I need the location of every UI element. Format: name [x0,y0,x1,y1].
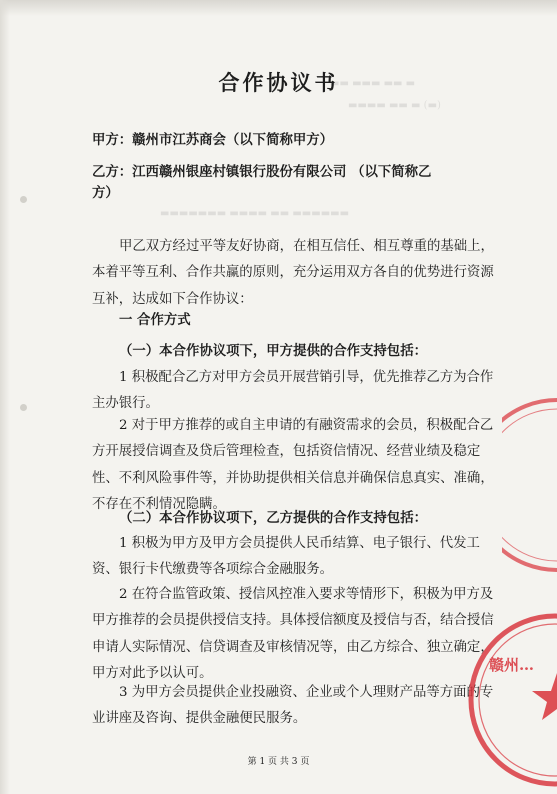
seal-lettering: 赣州… [489,656,535,674]
intro-paragraph: 甲乙双方经过平等友好协商，在相互信任、相互尊重的基础上，本着平等互利、合作共赢的原则，充分运用双方各自的优势进行资源互补，达成如下合作协议： [92,239,494,307]
party-b-line-continued: 方） [92,185,119,201]
party-a-line: 甲方：赣州市江苏商会（以下简称甲方） [92,132,334,148]
party-b-line: 乙方：江西赣州银座村镇银行股份有限公司 （以下简称乙 [92,164,432,180]
clause-b-3: 3 为甲方会员提供企业投融资、企业或个人理财产品等方面的专业讲座及咨询、提供金融便民服务。 [92,685,494,727]
red-seal-stamp [465,610,557,790]
bleed-through-mark: ▬▬ ▬▬▬ ▬▬ ▬ [330,78,416,89]
clause-a-2: 2 对于甲方推荐的或自主申请的有融资需求的会员，积极配合乙方开展授信调查及贷后管理检查，包括资信情况、经营业绩及稳定性、不利风险事件等，并协助提供相关信息并确保信息真实、准确，不存在不利情况隐瞒。 [92,418,494,512]
section-heading: 一 合作方式 [119,312,191,328]
clause-b-2: 2 在符合监管政策、授信风控准入要求等情形下，积极为甲方及甲方推荐的会员提供授信支持。具体授信额度及授信与否，结合授信申请人实际情况、信贷调查及审核情况等，由乙方综合、独立确定，甲方对此予以认可。 [92,587,494,681]
document-title: 合作协议书 [218,70,339,95]
clause-a-1: 1 积极配合乙方对甲方会员开展营销引导，优先推荐乙方为合作主办银行。 [92,370,494,412]
scan-shadow-top [0,0,557,16]
punch-hole [20,196,27,203]
clause-b-1: 1 积极为甲方及甲方会员提供人民币结算、电子银行、代发工资、银行卡代缴费等各项综合金融服务。 [92,536,480,578]
punch-hole [20,404,27,411]
bleed-through-mark: ▬▬▬▬▬▬▬ ▬▬▬▬ ▬▬ ▬▬▬▬▬▬ [160,208,350,219]
subsection-heading-party-a: （一）本合作协议项下，甲方提供的合作支持包括： [119,343,427,359]
scan-shadow-left [0,0,10,794]
subsection-heading-party-b: （二）本合作协议项下，乙方提供的合作支持包括： [119,510,427,526]
bleed-through-mark: ▬▬▬▬ ▬▬ ▬ (▬) [348,100,441,111]
page-footer: 第 1 页 共 3 页 [247,757,310,767]
cross-page-seal [502,395,557,575]
